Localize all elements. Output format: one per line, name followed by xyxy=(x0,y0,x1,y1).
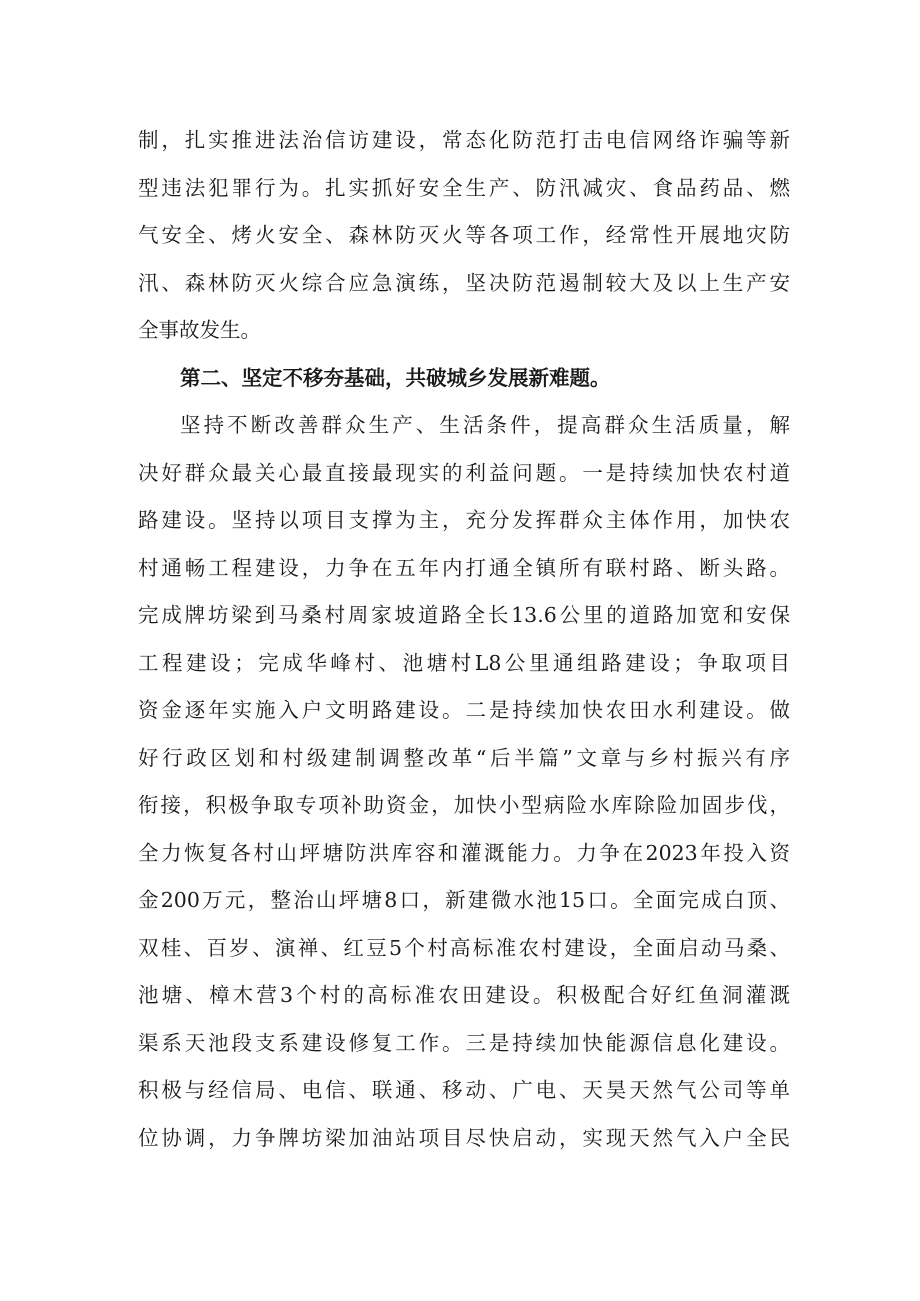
text-line: 渠系天池段支系建设修复工作。三是持续加快能源信息化建设。 xyxy=(138,1030,790,1055)
text-line: 完成牌坊梁到马桑村周家坡道路全长13.6公里的道路加宽和安保 xyxy=(138,603,790,627)
text-line: 型违法犯罪行为。扎实抓好安全生产、防汛减灾、食品药品、燃 xyxy=(138,175,790,200)
text-line: 金200万元，整治山坪塘8口，新建微水池15口。全面完成白顶、 xyxy=(138,888,790,912)
text-line: 位协调，力争牌坊梁加油站项目尽快启动，实现天然气入户全民 xyxy=(138,1125,790,1150)
section-heading: 第二、坚定不移夯基础，共破城乡发展新难题。 xyxy=(180,365,611,390)
text-line: 双桂、百岁、演禅、红豆5个村高标准农村建设，全面启动马桑、 xyxy=(138,935,790,960)
text-line: 工程建设；完成华峰村、池塘村L8公里通组路建设；争取项目 xyxy=(138,650,790,675)
text-line: 积极与经信局、电信、联通、移动、广电、天昊天然气公司等单 xyxy=(138,1078,790,1102)
text-line: 坚持不断改善群众生产、生活条件，提高群众生活质量，解 xyxy=(180,413,790,437)
text-line: 好行政区划和村级建制调整改革“后半篇”文章与乡村振兴有序 xyxy=(138,745,790,770)
text-line: 气安全、烤火安全、森林防灭火等各项工作，经常性开展地灾防 xyxy=(138,223,790,247)
text-line: 全力恢复各村山坪塘防洪库容和灌溉能力。力争在2023年投入资 xyxy=(138,840,790,865)
text-line: 汛、森林防灭火综合应急演练，坚决防范遏制较大及以上生产安 xyxy=(138,270,790,295)
text-line: 制，扎实推进法治信访建设，常态化防范打击电信网络诈骗等新 xyxy=(138,128,790,152)
body-text xyxy=(138,117,790,1162)
text-line: 村通畅工程建设，力争在五年内打通全镇所有联村路、断头路。 xyxy=(138,555,790,580)
text-line: 资金逐年实施入户文明路建设。二是持续加快农田水利建设。做 xyxy=(138,698,790,722)
text-line: 路建设。坚持以项目支撑为主，充分发挥群众主体作用，加快农 xyxy=(138,508,790,532)
text-line: 衔接，积极争取专项补助资金，加快小型病险水库除险加固步伐， xyxy=(138,793,790,817)
text-line: 池塘、樟木营3个村的高标准农田建设。积极配合好红鱼洞灌溉 xyxy=(138,983,790,1007)
text-line: 决好群众最关心最直接最现实的利益问题。一是持续加快农村道 xyxy=(138,460,790,485)
text-line: 全事故发生。 xyxy=(138,318,261,342)
